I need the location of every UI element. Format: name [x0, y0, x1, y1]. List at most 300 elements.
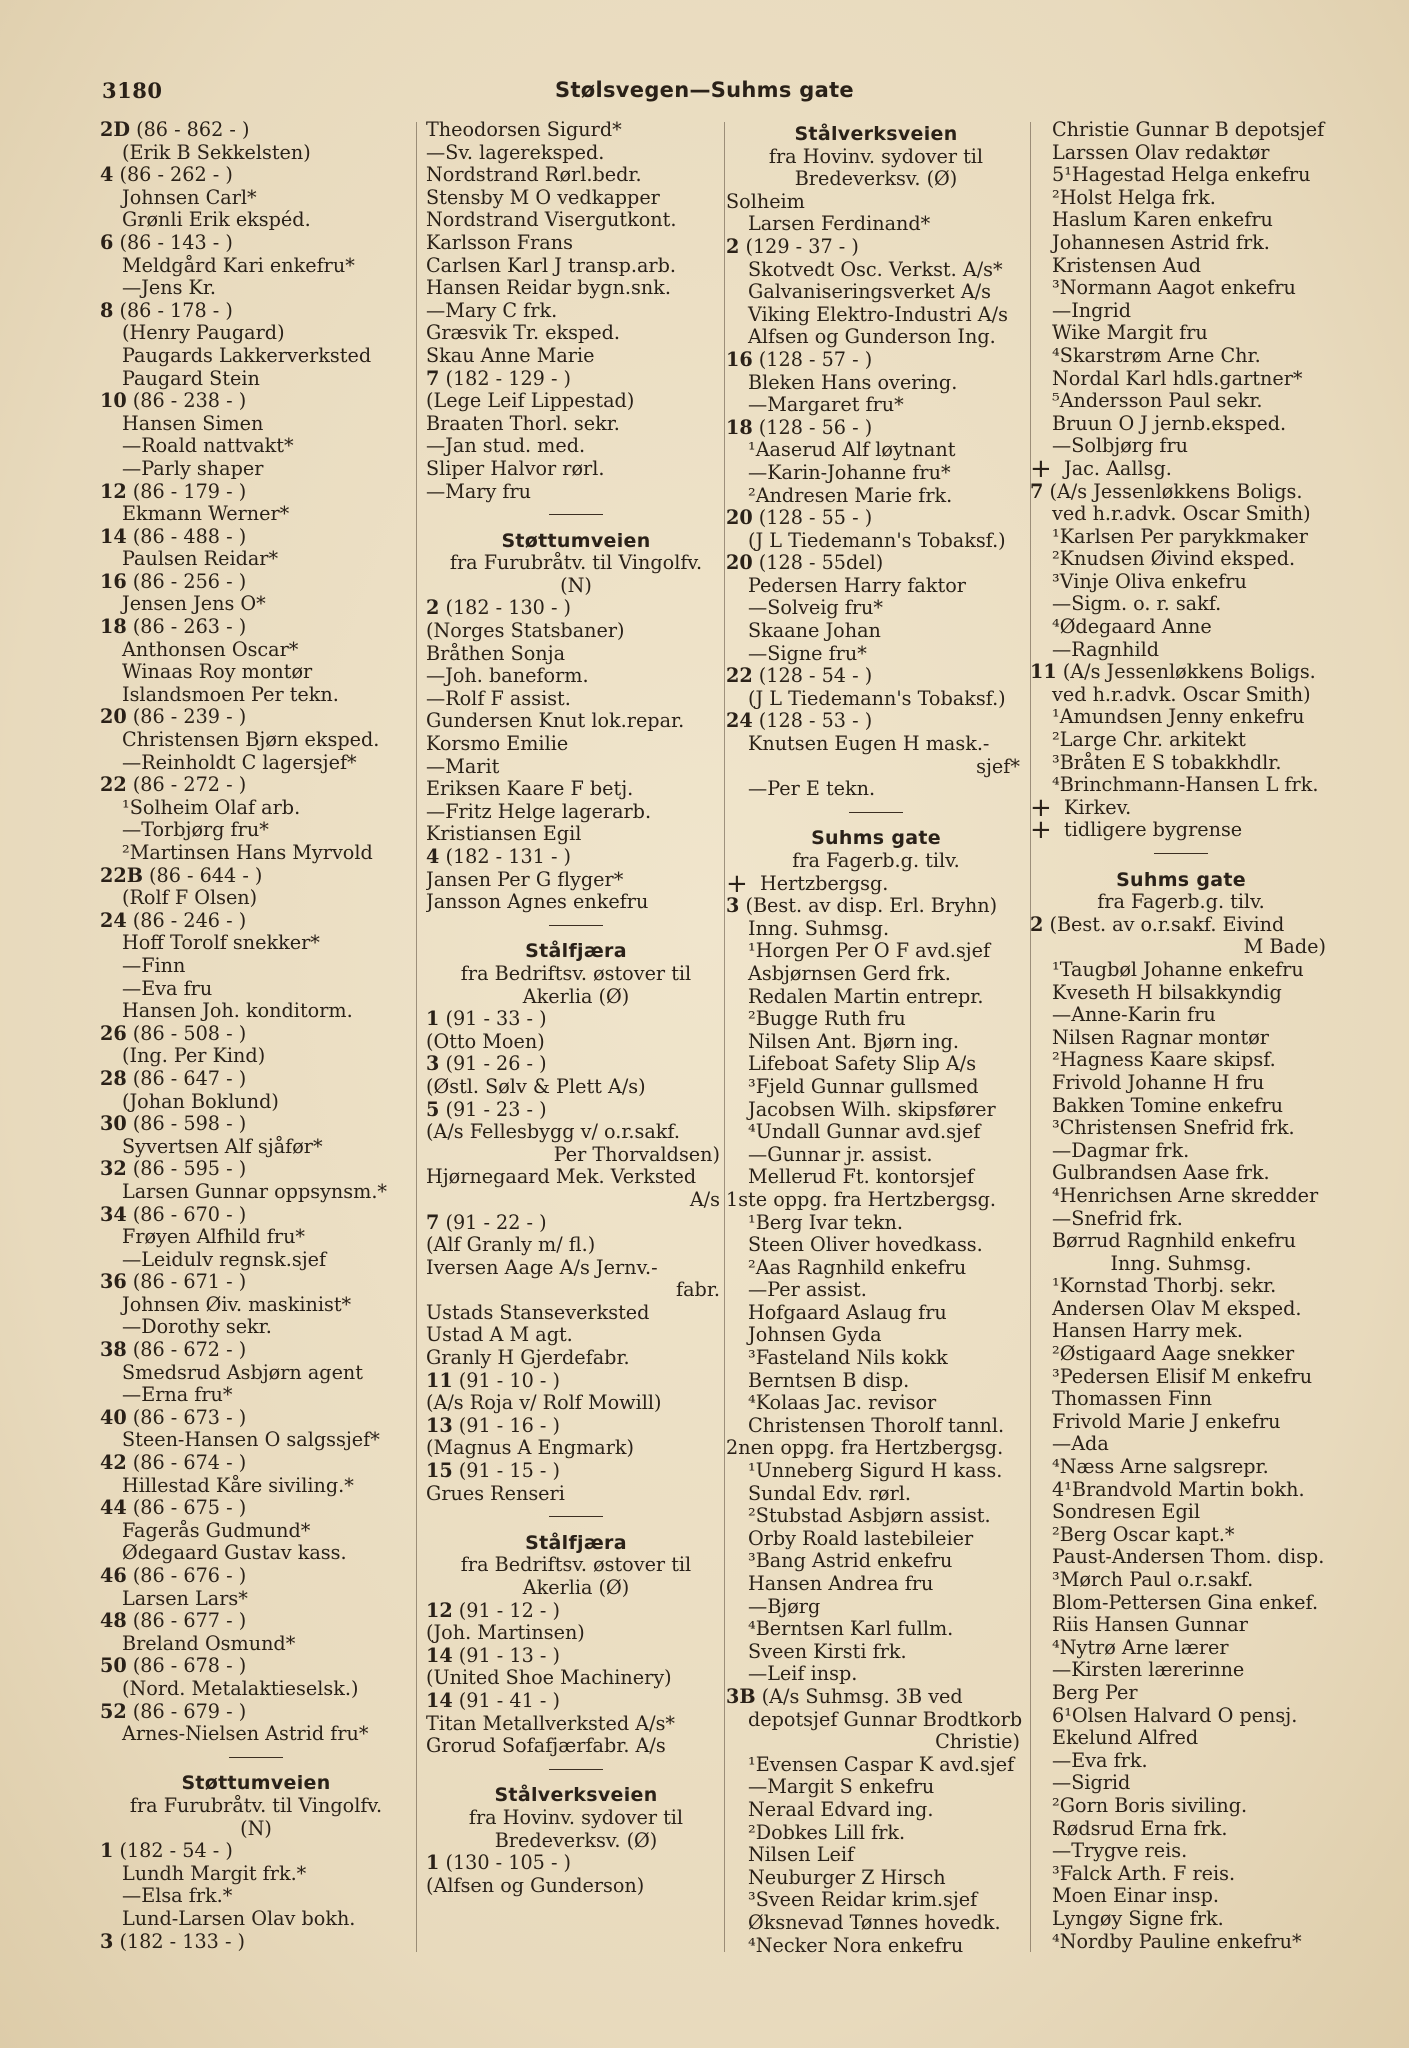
resident-entry: Christensen Bjørn eksped. — [122, 728, 380, 752]
resident-entry: Islandsmoen Per tekn. — [122, 682, 339, 706]
property-reference: (91 - 12 - ) — [452, 1598, 560, 1622]
resident-entry: Jansen Per G flyger* — [426, 867, 624, 891]
house-number-entry — [726, 417, 1026, 440]
property-reference: (91 - 41 - ) — [452, 1688, 560, 1712]
resident-entry: —Solveig fru* — [748, 596, 883, 620]
resident-entry: —Signe fru* — [748, 641, 867, 665]
property-reference: (129 - 37 - ) — [739, 234, 859, 258]
house-number-entry — [100, 706, 412, 729]
resident-entry: ²Holst Helga frk. — [1052, 185, 1216, 209]
house-number-entry — [726, 349, 1026, 372]
house-number-entry — [426, 1415, 726, 1438]
house-number-entry — [426, 846, 726, 869]
house-number-entry — [100, 232, 412, 255]
resident-entry: Christensen Thorolf tannl. — [748, 1413, 1005, 1437]
house-number: 4 — [426, 845, 440, 868]
property-reference: (182 - 129 - ) — [439, 366, 572, 390]
property-reference: (86 - 246 - ) — [126, 908, 247, 932]
resident-entry: ³Vinje Oliva enkefru — [1052, 569, 1247, 593]
resident-entry: —Rolf F assist. — [426, 686, 571, 710]
resident-entry: Grorud Sofafjærfabr. A/s — [426, 1734, 666, 1758]
house-number-entry — [100, 1023, 412, 1046]
section-divider — [426, 503, 726, 526]
house-number-entry — [100, 1407, 412, 1430]
property-reference: (128 - 56 - ) — [752, 415, 873, 439]
resident-entry: —Dagmar frk. — [1052, 1138, 1190, 1162]
resident-entry: Johnsen Gyda — [748, 1323, 882, 1347]
house-number: 10 — [100, 389, 127, 413]
column-1 — [100, 119, 412, 1959]
resident-entry: Fagerås Gudmund* — [122, 1518, 311, 1542]
resident-entry: (United Shoe Machinery) — [426, 1666, 672, 1690]
resident-entry: —Parly shaper — [122, 456, 264, 480]
house-number: 2 — [426, 596, 440, 620]
resident-entry: Hjørnegaard Mek. Verksted — [426, 1165, 697, 1189]
resident-entry: Titan Metallverksted A/s* — [426, 1711, 676, 1735]
property-reference: (86 - 678 - ) — [126, 1654, 247, 1678]
house-number-entry — [100, 1840, 412, 1863]
resident-entry: (A/s Fellesbygg v/ o.r.sakf. — [426, 1120, 680, 1144]
resident-entry: Skau Anne Marie — [426, 343, 595, 367]
resident-entry: Braaten Thorl. sekr. — [426, 411, 620, 435]
resident-entry: (Henry Paugard) — [122, 321, 285, 345]
resident-entry: ⁴Skarstrøm Arne Chr. — [1052, 343, 1261, 367]
resident-entry: ¹Kornstad Thorbj. sekr. — [1052, 1274, 1277, 1298]
resident-entry: ¹Berg Ivar tekn. — [748, 1210, 903, 1234]
street-heading: Støttumveien — [181, 1772, 331, 1795]
resident-entry: Sliper Halvor rørl. — [426, 456, 605, 480]
house-number: 7 — [426, 1210, 440, 1234]
house-number: 44 — [100, 1496, 127, 1520]
property-reference: (86 - 143 - ) — [113, 230, 233, 254]
column-divider — [724, 122, 725, 1952]
house-number: 13 — [426, 1413, 453, 1437]
property-reference: (130 - 105 - ) — [439, 1851, 572, 1875]
property-reference: (86 - 272 - ) — [126, 773, 247, 797]
resident-entry: Frivold Johanne H fru — [1052, 1070, 1265, 1094]
column-divider — [416, 122, 417, 1952]
resident-entry: ²Hagness Kaare skipsf. — [1052, 1048, 1276, 1072]
house-number-entry — [726, 236, 1026, 259]
resident-entry: —Leif insp. — [748, 1662, 858, 1686]
property-reference: (86 - 862 - ) — [130, 119, 250, 141]
house-number: 38 — [100, 1338, 127, 1362]
resident-entry: ³Pedersen Elisif M enkefru — [1052, 1364, 1313, 1388]
house-number-entry — [100, 1497, 412, 1520]
house-number-entry — [100, 119, 412, 142]
house-number-entry — [100, 1339, 412, 1362]
resident-entry: Paulsen Reidar* — [122, 547, 279, 571]
house-number: 52 — [100, 1699, 127, 1723]
resident-entry: ²Bugge Ruth fru — [748, 1007, 906, 1031]
property-reference: (86 - 263 - ) — [126, 615, 247, 639]
resident-entry: Berntsen B disp. — [748, 1368, 910, 1392]
resident-entry: —Mary fru — [426, 479, 532, 503]
house-number: 2D — [100, 119, 130, 141]
house-number: 26 — [100, 1021, 127, 1045]
entry-continuation: sjef* — [976, 754, 1020, 778]
resident-entry: ³Mørch Paul o.r.sakf. — [1052, 1568, 1254, 1591]
house-number: 12 — [426, 1598, 453, 1622]
house-number: 40 — [100, 1405, 127, 1429]
cross-street — [726, 868, 1026, 899]
property-reference: (182 - 54 - ) — [113, 1839, 233, 1863]
resident-entry: Steen Oliver hovedkass. — [748, 1233, 983, 1257]
resident-entry: Hansen Andrea fru — [748, 1572, 934, 1595]
resident-entry: Frøyen Alfhild fru* — [122, 1225, 306, 1249]
house-number-entry — [426, 1053, 726, 1076]
cross-street-label: Kirkev. — [1064, 795, 1132, 819]
resident-entry: (J L Tiedemann's Tobaksf.) — [748, 528, 1006, 552]
resident-entry: —Kirsten lærerinne — [1052, 1658, 1245, 1682]
resident-entry: ⁴Nordby Pauline enkefru* — [1052, 1929, 1302, 1953]
street-heading: Stålverksveien — [494, 1784, 658, 1807]
property-reference: (86 - 675 - ) — [126, 1496, 247, 1520]
cross-street-label: Hertzbergsg. — [760, 871, 889, 895]
property-reference: (86 - 647 - ) — [126, 1066, 247, 1090]
resident-entry: ²Martinsen Hans Myrvold — [122, 841, 373, 864]
resident-entry: ²Dobkes Lill frk. — [748, 1820, 906, 1844]
resident-entry: —Joh. baneform. — [426, 664, 589, 688]
resident-entry: Hillestad Kåre siviling.* — [122, 1473, 354, 1497]
resident-entry: Solheim — [726, 189, 805, 213]
cross-street-label: Jac. Aallsg. — [1064, 456, 1172, 480]
resident-entry: Ekmann Werner* — [122, 502, 290, 526]
house-number-entry — [100, 1701, 412, 1724]
resident-entry: Sundal Edv. rørl. — [748, 1481, 911, 1505]
resident-entry: Lyngøy Signe frk. — [1052, 1906, 1224, 1930]
resident-entry: Ødegaard Gustav kass. — [122, 1541, 347, 1565]
house-number-entry — [100, 164, 412, 187]
property-reference: (86 - 178 - ) — [113, 298, 233, 322]
house-number-entry — [726, 665, 1026, 688]
house-number-entry — [100, 1565, 412, 1588]
resident-entry: ¹Karlsen Per parykkmaker — [1052, 524, 1308, 548]
section-divider — [1030, 842, 1332, 865]
cross-street-icon: + — [1030, 453, 1052, 484]
resident-entry: Iversen Aage A/s Jernv.- — [426, 1255, 658, 1279]
resident-entry: Grues Renseri — [426, 1481, 565, 1505]
house-number-entry — [426, 1008, 726, 1031]
house-number-entry — [1030, 481, 1332, 504]
resident-entry: Wike Margit fru — [1052, 321, 1208, 345]
house-number: 50 — [100, 1654, 127, 1678]
resident-entry: Inng. Suhmsg. — [748, 916, 890, 940]
property-reference: (86 - 671 - ) — [126, 1270, 247, 1294]
house-number-entry — [100, 910, 412, 933]
entry-continuation: A/s — [689, 1187, 720, 1211]
house-number: 34 — [100, 1202, 127, 1226]
resident-entry: Christie Gunnar B depotsjef — [1052, 119, 1325, 141]
house-number: 20 — [726, 506, 753, 530]
resident-entry: ⁴Ødegaard Anne — [1052, 615, 1212, 639]
column-4 — [1030, 119, 1332, 1959]
resident-entry: —Ingrid — [1052, 298, 1131, 322]
resident-entry: Nordstrand Visergutkont. — [426, 208, 677, 232]
house-number-entry — [1030, 661, 1332, 684]
street-description: Bredeverksv. (Ø) — [494, 1828, 658, 1852]
resident-entry: Sveen Kirsti frk. — [748, 1639, 907, 1663]
resident-entry: Hofgaard Aslaug fru — [748, 1300, 947, 1324]
resident-entry: ¹Aaserud Alf løytnant — [748, 438, 956, 462]
resident-entry: Sondresen Egil — [1052, 1500, 1201, 1524]
resident-entry: —Leidulv regnsk.sjef — [122, 1247, 327, 1271]
street-description: Akerlia (Ø) — [522, 1576, 630, 1599]
resident-entry: 5¹Hagestad Helga enkefru — [1052, 163, 1311, 187]
house-number: 18 — [100, 615, 127, 639]
house-number: 7 — [1030, 479, 1044, 503]
house-number-entry — [100, 1931, 412, 1954]
cross-street — [1030, 815, 1332, 846]
house-number: 7 — [426, 366, 440, 390]
property-reference: (182 - 133 - ) — [113, 1929, 246, 1953]
property-reference: (128 - 55del) — [752, 551, 884, 575]
house-number: 16 — [726, 347, 753, 371]
resident-entry: —Roald nattvakt* — [122, 434, 294, 458]
resident-entry: 2nen oppg. fra Hertzbergsg. — [726, 1436, 1004, 1460]
resident-entry: ⁴Kolaas Jac. revisor — [748, 1391, 937, 1415]
resident-entry: Kristensen Aud — [1052, 253, 1202, 277]
street-description: fra Bedriftsv. østover til — [460, 1553, 692, 1577]
house-number: 6 — [100, 230, 114, 254]
resident-entry: ²Østigaard Aage snekker — [1052, 1342, 1295, 1366]
resident-entry: —Bjørg — [748, 1594, 821, 1618]
resident-entry: —Karin-Johanne fru* — [748, 460, 951, 484]
street-heading: Suhms gate — [811, 827, 941, 850]
resident-entry: —Mary C frk. — [426, 298, 558, 322]
property-reference: (86 - 673 - ) — [126, 1405, 247, 1429]
house-number: 3 — [726, 894, 740, 918]
resident-entry: ³Christensen Snefrid frk. — [1052, 1116, 1295, 1140]
property-reference: (86 - 179 - ) — [126, 479, 247, 503]
resident-entry: ³Falck Arth. F reis. — [1052, 1861, 1236, 1885]
resident-entry: ¹Amundsen Jenny enkefru — [1052, 705, 1305, 729]
house-number: 48 — [100, 1609, 127, 1633]
resident-entry: Kristiansen Egil — [426, 822, 582, 846]
resident-entry: Eriksen Kaare F betj. — [426, 777, 634, 801]
cross-street — [1030, 792, 1332, 823]
house-number-entry — [426, 1460, 726, 1483]
resident-entry: Frivold Marie J enkefru — [1052, 1409, 1281, 1433]
property-reference: (86 - 670 - ) — [126, 1202, 247, 1226]
resident-entry: (Johan Boklund) — [122, 1089, 279, 1113]
property-reference: (86 - 595 - ) — [126, 1157, 247, 1181]
cross-street-label: tidligere bygrense — [1064, 818, 1243, 842]
resident-entry: Anthonsen Oscar* — [122, 637, 299, 661]
house-number: 22 — [100, 773, 127, 797]
cross-street-icon: + — [1030, 815, 1052, 846]
resident-entry: Rødsrud Erna frk. — [1052, 1816, 1228, 1840]
property-reference: (91 - 22 - ) — [439, 1210, 547, 1234]
property-reference: (91 - 15 - ) — [452, 1459, 560, 1483]
house-number: 1 — [426, 1007, 440, 1031]
property-reference: (Best. av o.r.sakf. Eivind — [1043, 912, 1285, 936]
resident-entry: Hansen Reidar bygn.snk. — [426, 276, 671, 300]
resident-entry: —Torbjørg fru* — [122, 818, 269, 842]
section-divider — [426, 1505, 726, 1528]
resident-entry: —Anne-Karin fru — [1052, 1003, 1216, 1027]
house-number: 14 — [100, 524, 127, 548]
resident-entry: Gulbrandsen Aase frk. — [1052, 1161, 1270, 1185]
resident-entry: Nordstrand Rørl.bedr. — [426, 163, 642, 187]
street-description: Inng. Suhmsg. — [1110, 1251, 1252, 1275]
resident-entry: Granly H Gjerdefabr. — [426, 1346, 630, 1370]
resident-entry: —Trygve reis. — [1052, 1839, 1188, 1863]
resident-entry: —Snefrid frk. — [1052, 1206, 1183, 1230]
resident-entry: Pedersen Harry faktor — [748, 573, 966, 597]
resident-entry: (Otto Moen) — [426, 1029, 545, 1053]
page-header: Stølsvegen—Suhms gate — [555, 78, 854, 102]
property-reference: (86 - 238 - ) — [126, 389, 247, 413]
resident-entry: —Fritz Helge lagerarb. — [426, 799, 652, 823]
property-reference: (86 - 508 - ) — [126, 1021, 247, 1045]
property-reference: (86 - 598 - ) — [126, 1112, 247, 1136]
resident-entry: —Dorothy sekr. — [122, 1315, 272, 1339]
resident-entry: Viking Elektro-Industri A/s — [748, 302, 1008, 326]
house-number: 36 — [100, 1270, 127, 1294]
resident-entry: ²Knudsen Øivind eksped. — [1052, 547, 1296, 571]
resident-entry: Hoff Torolf snekker* — [122, 931, 320, 955]
resident-entry: Breland Osmund* — [122, 1631, 296, 1655]
resident-entry: ⁴Brinchmann-Hansen L frk. — [1052, 773, 1319, 797]
house-number-entry — [100, 616, 412, 639]
property-reference: (91 - 16 - ) — [452, 1413, 560, 1437]
street-description: fra Fagerb.g. tilv. — [1097, 890, 1265, 914]
resident-entry: —Erna fru* — [122, 1383, 233, 1407]
resident-entry: Berg Per — [1052, 1680, 1138, 1704]
resident-entry: Ustads Stanseverksted — [426, 1300, 650, 1324]
resident-entry: Steen-Hansen O salgssjef* — [122, 1428, 380, 1452]
resident-entry: ³Sveen Reidar krim.sjef — [748, 1888, 978, 1912]
house-number: 14 — [426, 1643, 453, 1667]
resident-entry: Galvaniseringsverket A/s — [748, 280, 992, 304]
resident-entry: Winaas Roy montør — [122, 660, 313, 684]
resident-entry: Lundh Margit frk.* — [122, 1861, 307, 1885]
resident-entry: Hansen Joh. konditorm. — [122, 999, 353, 1023]
house-number: 24 — [100, 908, 127, 932]
resident-entry: Neuburger Z Hirsch — [748, 1865, 946, 1889]
street-description: (N) — [240, 1816, 272, 1840]
resident-entry: Paugard Stein — [122, 366, 260, 390]
property-reference: (86 - 256 - ) — [126, 569, 247, 593]
resident-entry: ⁴Berntsen Karl fullm. — [748, 1617, 954, 1641]
resident-entry: (Joh. Martinsen) — [426, 1621, 585, 1645]
house-number: 3 — [426, 1052, 440, 1076]
resident-entry: ²Stubstad Asbjørn assist. — [748, 1504, 991, 1528]
resident-entry: —Jens Kr. — [122, 276, 217, 300]
property-reference: (182 - 131 - ) — [439, 845, 572, 868]
house-number-entry — [726, 1686, 1026, 1709]
resident-entry: —Elsa frk.* — [122, 1884, 233, 1908]
resident-entry: ³Fasteland Nils kokk — [748, 1346, 948, 1370]
property-reference: (A/s Jessenløkkens Boligs. — [1056, 660, 1316, 684]
resident-entry: Grønli Erik ekspéd. — [122, 208, 311, 232]
resident-entry: —Eva fru — [122, 976, 213, 1000]
property-reference: (86 - 488 - ) — [126, 524, 247, 548]
house-number: 20 — [100, 705, 127, 729]
resident-entry: Riis Hansen Gunnar — [1052, 1613, 1248, 1637]
resident-entry: ⁴Henrichsen Arne skredder — [1052, 1183, 1319, 1207]
house-number-entry — [726, 710, 1026, 733]
house-number-entry — [100, 571, 412, 594]
house-number: 12 — [100, 479, 127, 503]
property-reference: (91 - 23 - ) — [439, 1097, 547, 1121]
house-number-entry — [100, 390, 412, 413]
property-reference: (86 - 672 - ) — [126, 1338, 247, 1362]
house-number: 1 — [100, 1839, 114, 1863]
resident-entry: depotsjef Gunnar Brodtkorb — [748, 1707, 1023, 1731]
resident-entry: ²Large Chr. arkitekt — [1052, 728, 1246, 752]
resident-entry: ²Andresen Marie frk. — [748, 483, 953, 507]
resident-entry: ⁴Necker Nora enkefru — [748, 1933, 964, 1957]
resident-entry: Asbjørnsen Gerd frk. — [748, 961, 951, 985]
street-heading: Støttumveien — [501, 529, 651, 552]
resident-entry: —Per assist. — [748, 1278, 867, 1302]
resident-entry: Meldgård Kari enkefru* — [122, 253, 355, 277]
resident-entry: Græsvik Tr. eksped. — [426, 321, 620, 345]
resident-entry: ved h.r.advk. Oscar Smith) — [1052, 682, 1311, 706]
resident-entry: Øksnevad Tønnes hovedk. — [748, 1910, 1001, 1934]
resident-entry: ⁴Undall Gunnar avd.sjef — [748, 1120, 981, 1144]
house-number-entry — [726, 895, 1026, 918]
house-number: 2 — [1030, 912, 1044, 936]
resident-entry: (Alf Granly m/ fl.) — [426, 1233, 596, 1257]
house-number-entry — [426, 1099, 726, 1122]
resident-entry: Kveseth H bilsakkyndig — [1052, 980, 1282, 1004]
resident-entry: (Magnus A Engmark) — [426, 1436, 635, 1460]
resident-entry: Larsen Ferdinand* — [748, 212, 931, 236]
resident-entry: ²Aas Ragnhild enkefru — [748, 1255, 967, 1279]
resident-entry: ³Bråten E S tobakkhdlr. — [1052, 750, 1282, 774]
house-number-entry — [426, 597, 726, 620]
resident-entry: —Gunnar jr. assist. — [748, 1142, 933, 1166]
street-description: fra Fagerb.g. tilv. — [792, 849, 960, 872]
resident-entry: Nordal Karl hdls.gartner* — [1052, 366, 1303, 390]
page-number: 3180 — [102, 78, 163, 103]
resident-entry: Smedsrud Asbjørn agent — [122, 1360, 363, 1384]
resident-entry: Thomassen Finn — [1052, 1387, 1213, 1411]
section-divider — [426, 1758, 726, 1781]
street-heading: Suhms gate — [1116, 868, 1246, 891]
house-number-entry — [426, 1852, 726, 1875]
resident-entry: —Ada — [1052, 1432, 1109, 1456]
resident-entry: Theodorsen Sigurd* — [426, 119, 622, 141]
house-number-entry — [100, 1271, 412, 1294]
property-reference: (182 - 130 - ) — [439, 596, 572, 620]
property-reference: (86 - 674 - ) — [126, 1451, 247, 1475]
entry-continuation: M Bade) — [1243, 935, 1326, 959]
section-divider — [426, 914, 726, 937]
street-description: Akerlia (Ø) — [522, 984, 630, 1008]
resident-entry: Stensby M O vedkapper — [426, 185, 660, 209]
house-number: 46 — [100, 1564, 127, 1587]
house-number-entry — [100, 774, 412, 797]
property-reference: (128 - 53 - ) — [752, 709, 873, 733]
resident-entry: ved h.r.advk. Oscar Smith) — [1052, 502, 1311, 526]
resident-entry: Larsen Gunnar oppsynsm.* — [122, 1179, 388, 1203]
house-number: 15 — [426, 1459, 453, 1483]
resident-entry: Redalen Martin entrepr. — [748, 984, 984, 1008]
resident-entry: (A/s Roja v/ Rolf Mowill) — [426, 1391, 662, 1415]
resident-entry: —Marit — [426, 754, 500, 778]
resident-entry: (Norges Statsbaner) — [426, 619, 625, 643]
resident-entry: Neraal Edvard ing. — [748, 1797, 934, 1821]
resident-entry: Johnsen Carl* — [122, 185, 257, 209]
resident-entry: Hansen Simen — [122, 411, 264, 435]
resident-entry: Jansson Agnes enkefru — [426, 890, 649, 914]
resident-entry: Bleken Hans overing. — [748, 370, 958, 394]
resident-entry: (Lege Leif Lippestad) — [426, 389, 635, 413]
